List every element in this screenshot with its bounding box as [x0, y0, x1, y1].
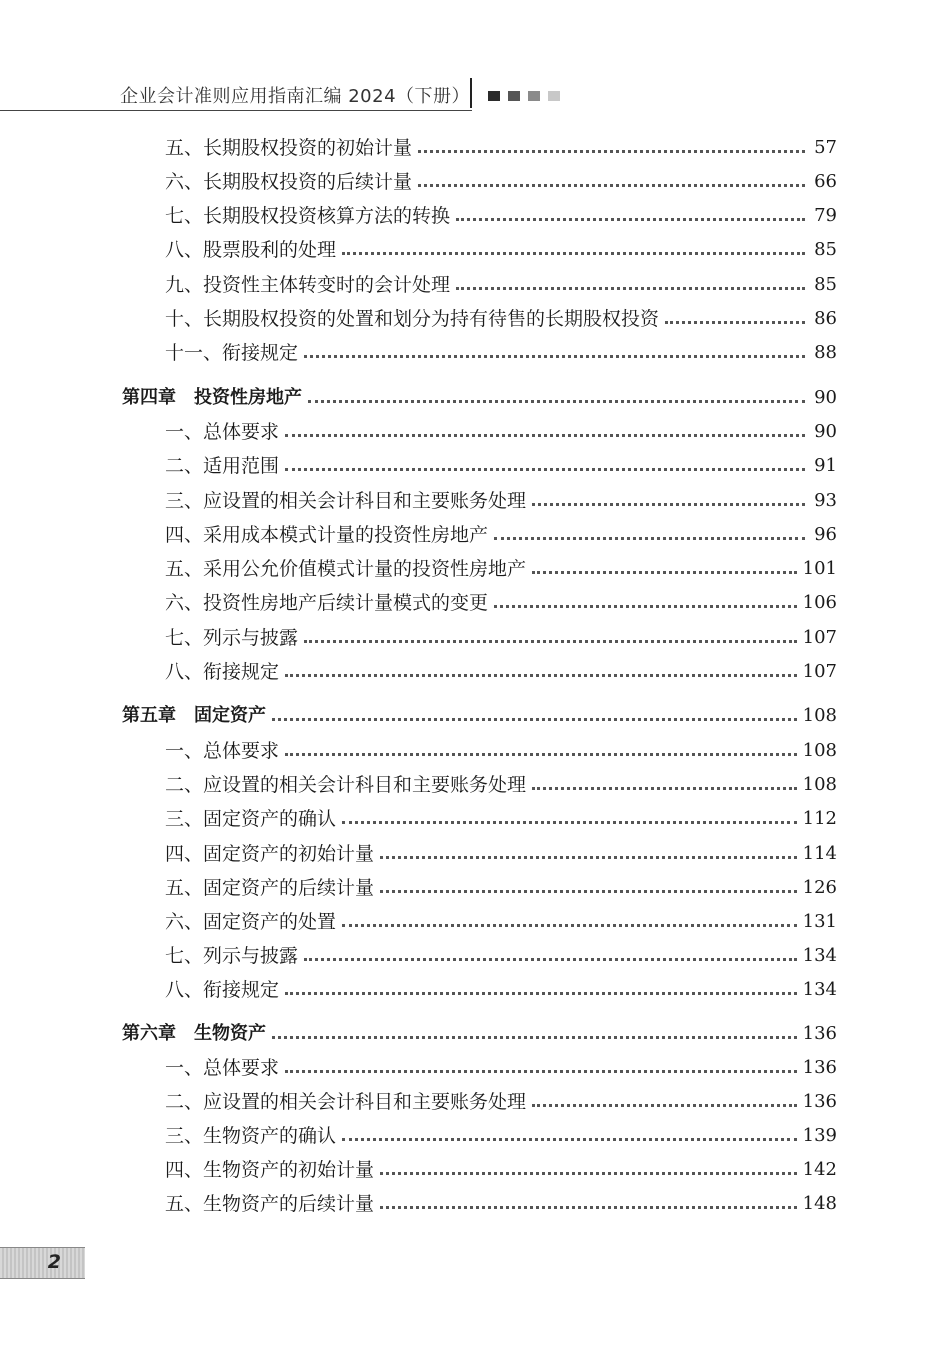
dot-leader	[342, 252, 805, 255]
toc-entry-label: 第五章 固定资产	[122, 705, 266, 726]
toc-entry[interactable]	[165, 232, 837, 262]
toc-entry[interactable]	[165, 1050, 837, 1080]
toc-entry[interactable]	[165, 164, 837, 194]
toc-entry-label: 八、衔接规定	[165, 661, 280, 683]
toc-entry-label: 二、适用范围	[165, 455, 280, 477]
dot-leader	[494, 605, 797, 608]
dot-leader	[285, 1070, 797, 1073]
toc-entry-page: 91	[814, 455, 837, 476]
dot-leader	[532, 1104, 797, 1107]
toc-chapter-entry[interactable]	[122, 380, 837, 410]
toc-entry-label: 六、固定资产的处置	[165, 911, 337, 933]
dot-leader	[285, 992, 797, 995]
toc-entry[interactable]	[165, 551, 837, 581]
toc-entry-label: 二、应设置的相关会计科目和主要账务处理	[165, 774, 527, 796]
toc-entry-label: 五、采用公允价值模式计量的投资性房地产	[165, 558, 527, 580]
toc-entry-page: 90	[814, 421, 837, 442]
dot-leader	[342, 821, 797, 824]
toc-entry[interactable]	[165, 1118, 837, 1148]
toc-entry-label: 十、长期股权投资的处置和划分为持有待售的长期股权投资	[165, 308, 660, 330]
toc-entry[interactable]	[165, 517, 837, 547]
toc-entry-label: 一、总体要求	[165, 421, 280, 443]
dot-leader	[285, 468, 805, 471]
dot-leader	[380, 890, 797, 893]
toc-entry[interactable]	[165, 335, 837, 365]
toc-entry-page: 85	[814, 274, 837, 295]
toc-entry-page: 126	[802, 877, 837, 898]
dot-leader	[272, 718, 797, 721]
decor-square	[508, 91, 520, 101]
toc-entry-label: 三、固定资产的确认	[165, 808, 337, 830]
toc-entry-label: 三、生物资产的确认	[165, 1125, 337, 1147]
toc-entry-label: 七、长期股权投资核算方法的转换	[165, 205, 451, 227]
toc-entry-label: 七、列示与披露	[165, 945, 299, 967]
toc-entry[interactable]	[165, 733, 837, 763]
toc-entry-label: 三、应设置的相关会计科目和主要账务处理	[165, 490, 527, 512]
dot-leader	[285, 674, 797, 677]
toc-entry-label: 一、总体要求	[165, 1057, 280, 1079]
toc-entry[interactable]	[165, 938, 837, 968]
toc-entry-label: 第六章 生物资产	[122, 1023, 266, 1044]
toc-entry[interactable]	[165, 767, 837, 797]
toc-entry-page: 142	[802, 1159, 837, 1180]
toc-entry-label: 七、列示与披露	[165, 627, 299, 649]
dot-leader	[285, 434, 805, 437]
toc-entry[interactable]	[165, 1152, 837, 1182]
dot-leader	[308, 400, 805, 403]
toc-entry[interactable]	[165, 972, 837, 1002]
toc-entry-label: 五、固定资产的后续计量	[165, 877, 375, 899]
dot-leader	[304, 355, 805, 358]
page-number-tab	[0, 1247, 85, 1279]
page-number: 2	[47, 1251, 61, 1273]
dot-leader	[665, 321, 805, 324]
dot-leader	[380, 1206, 797, 1209]
toc-entry[interactable]	[165, 301, 837, 331]
toc-entry-page: 108	[802, 740, 837, 761]
header-rule	[0, 110, 472, 111]
toc-chapter-entry[interactable]	[122, 1016, 837, 1046]
toc-entry-page: 136	[802, 1091, 837, 1112]
toc-entry-page: 136	[802, 1057, 837, 1078]
toc-entry[interactable]	[165, 620, 837, 650]
toc-entry[interactable]	[165, 483, 837, 513]
dot-leader	[456, 287, 805, 290]
dot-leader	[380, 856, 797, 859]
toc-entry-page: 134	[802, 979, 837, 1000]
toc-entry-label: 第四章 投资性房地产	[122, 387, 302, 408]
toc-entry-page: 57	[814, 137, 837, 158]
toc-entry[interactable]	[165, 836, 837, 866]
toc-entry[interactable]	[165, 654, 837, 684]
toc-entry[interactable]	[165, 198, 837, 228]
dot-leader	[304, 640, 797, 643]
toc-entry[interactable]	[165, 448, 837, 478]
toc-entry-page: 112	[802, 808, 837, 829]
dot-leader	[532, 787, 797, 790]
toc-entry-page: 93	[814, 490, 837, 511]
toc-entry-label: 十一、衔接规定	[165, 342, 299, 364]
toc-entry-page: 136	[802, 1023, 837, 1044]
toc-entry-label: 四、固定资产的初始计量	[165, 843, 375, 865]
toc-entry-page: 108	[802, 705, 837, 726]
toc-entry-page: 90	[814, 387, 837, 408]
toc-entry-label: 六、长期股权投资的后续计量	[165, 171, 413, 193]
dot-leader	[532, 503, 805, 506]
dot-leader	[380, 1172, 797, 1175]
dot-leader	[494, 537, 805, 540]
toc-entry[interactable]	[165, 267, 837, 297]
dot-leader	[456, 218, 805, 221]
toc-entry-label: 五、生物资产的后续计量	[165, 1193, 375, 1215]
toc-entry-page: 107	[802, 661, 837, 682]
toc-entry-page: 106	[802, 592, 837, 613]
dot-leader	[342, 1138, 797, 1141]
toc-entry-label: 四、采用成本模式计量的投资性房地产	[165, 524, 489, 546]
decor-square	[488, 91, 500, 101]
toc-entry-page: 85	[814, 239, 837, 260]
toc-entry-page: 66	[814, 171, 837, 192]
toc-entry-page: 88	[814, 342, 837, 363]
toc-entry[interactable]	[165, 130, 837, 160]
dot-leader	[532, 571, 797, 574]
toc-entry-page: 131	[802, 911, 837, 932]
dot-leader	[272, 1036, 797, 1039]
toc-entry-label: 一、总体要求	[165, 740, 280, 762]
toc-entry-page: 86	[814, 308, 837, 329]
toc-entry[interactable]	[165, 801, 837, 831]
decor-square	[528, 91, 540, 101]
toc-entry[interactable]	[165, 585, 837, 615]
toc-entry-page: 148	[802, 1193, 837, 1214]
toc-entry-page: 101	[802, 558, 837, 579]
toc-entry[interactable]	[165, 414, 837, 444]
toc-entry-page: 96	[814, 524, 837, 545]
book-title: 企业会计准则应用指南汇编 2024（下册）	[120, 86, 471, 107]
toc-entry[interactable]	[165, 870, 837, 900]
toc-entry-label: 五、长期股权投资的初始计量	[165, 137, 413, 159]
toc-entry-page: 79	[814, 205, 837, 226]
toc-entry-page: 107	[802, 627, 837, 648]
toc-entry[interactable]	[165, 1084, 837, 1114]
toc-entry[interactable]	[165, 904, 837, 934]
toc-entry[interactable]	[165, 1186, 837, 1216]
dot-leader	[304, 958, 797, 961]
running-header	[0, 78, 950, 114]
header-divider	[470, 78, 472, 108]
dot-leader	[418, 184, 805, 187]
toc-entry-label: 八、衔接规定	[165, 979, 280, 1001]
dot-leader	[418, 150, 805, 153]
toc-entry-label: 九、投资性主体转变时的会计处理	[165, 274, 451, 296]
dot-leader	[342, 924, 797, 927]
decor-square	[548, 91, 560, 101]
toc-entry-label: 六、投资性房地产后续计量模式的变更	[165, 592, 489, 614]
toc-entry-page: 114	[802, 843, 837, 864]
toc-entry-page: 139	[802, 1125, 837, 1146]
toc-entry-page: 108	[802, 774, 837, 795]
toc-entry-label: 二、应设置的相关会计科目和主要账务处理	[165, 1091, 527, 1113]
toc-entry-label: 四、生物资产的初始计量	[165, 1159, 375, 1181]
toc-chapter-entry[interactable]	[122, 698, 837, 728]
toc-entry-label: 八、股票股利的处理	[165, 239, 337, 261]
dot-leader	[285, 753, 797, 756]
toc-entry-page: 134	[802, 945, 837, 966]
